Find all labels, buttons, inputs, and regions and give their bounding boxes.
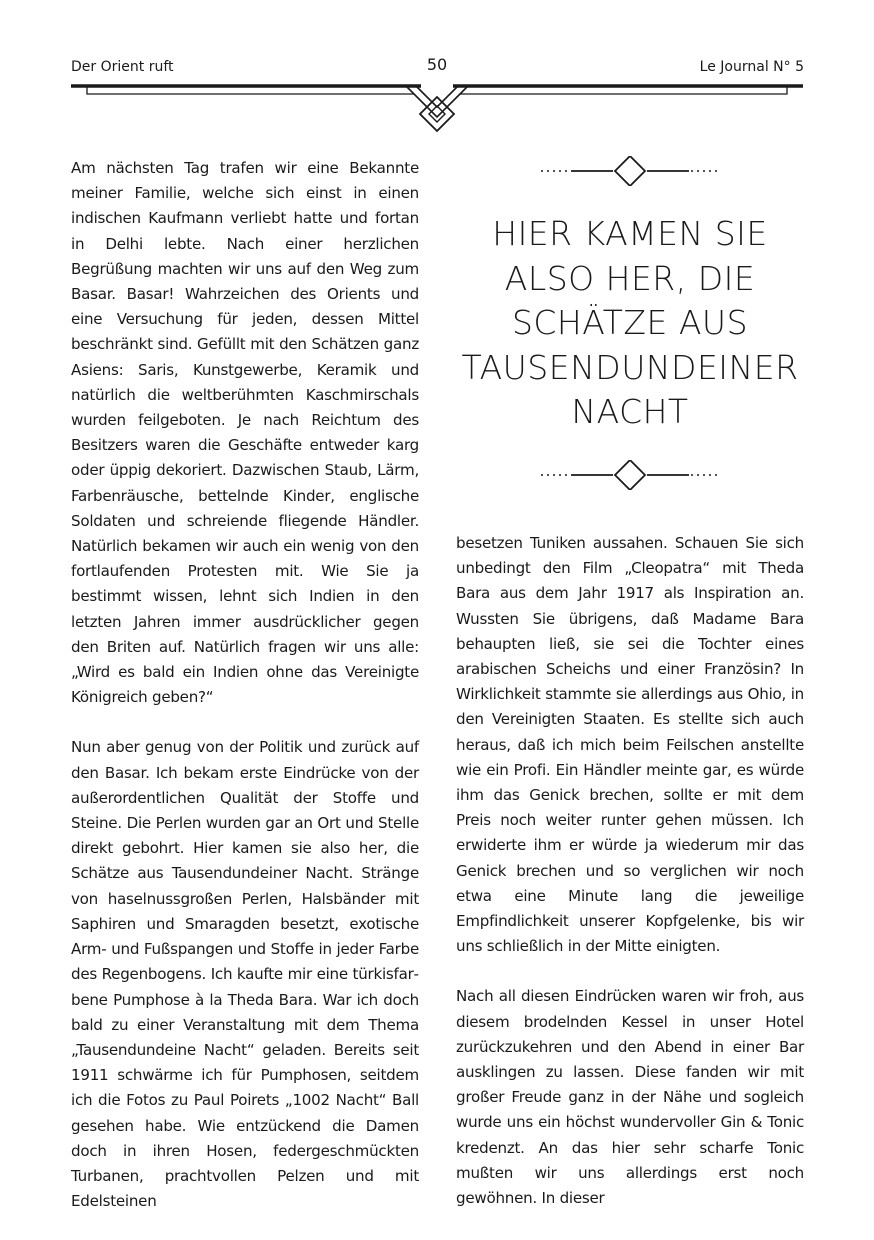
running-header-section-title: Der Orient ruft xyxy=(71,59,174,75)
diamond-divider-ornament xyxy=(456,460,804,490)
article-paragraph: Nach all diesen Eindrücken waren wir froh, aus diesem brodelnden Kessel in unser Hotel zurückzukehren und den Abend in einer Bar ausklingen zu lassen. Diese fanden wir mit großer Freude ganz in der Nähe und sogleich wurde uns ein höchst wundervoller Gin & Tonic kredenzt. An das hier sehr scharfe Tonic mußten wir uns allerdings erst noch gewöhnen. In dieser xyxy=(456,987,804,1208)
art-deco-header-ornament xyxy=(0,78,874,138)
running-header-journal-issue: Le Journal N° 5 xyxy=(699,59,804,75)
article-left-column xyxy=(71,156,419,1239)
pull-quote: HIER KAMEN SIE ALSO HER, DIE SCHÄTZE AUS TAUSENDUNDEINER NACHT xyxy=(461,214,799,431)
article-paragraph: besetzen Tuniken aussahen. Schauen Sie sich unbedingt den Film „Cleopatra“ mit Theda Bara aus dem Jahr 1917 als Inspiration an. Wussten Sie übrigens, daß Madame Bara behaupten ließ, sie sei die Tochter eines arabischen Scheichs und einer Französin? In Wirklichkeit stammte sie allerdings aus Ohio, in den Vereinigten Staaten. Es stellte sich auch heraus, daß ich mich beim Feilschen anstellte wie ein Profi. Ein Händler meinte gar, es würde ihm das Genick brechen, sollte er mit dem Preis noch weiter runter gehen müssen. Ich erwiderte ihm er würde ja wiederum mir das Genick brechen und so verglichen wir noch etwa eine Minute lang die jeweilige Empfindlichkeit unserer Kopfgelenke, bis wir uns schließlich in der Mitte einigten. xyxy=(456,534,804,956)
diamond-divider-ornament xyxy=(456,156,804,186)
page-number: 50 xyxy=(426,55,448,74)
article-paragraph: Am nächsten Tag trafen wir eine Bekannte meiner Familie, welche sich einst in einen indischen Kaufmann verliebt hatte und fortan in Delhi lebte. Nach einer herzlichen Begrüßung machten wir uns auf den Weg zum Basar. Basar! Wahrzeichen des Orients und eine Versuchung für jeden, dessen Mittel beschränkt sind. Gefüllt mit den Schätzen ganz Asiens: Saris, Kunstgewerbe, Keramik und natürlich die weltberühmten Kaschmirschals wurden feilgeboten. Je nach Reichtum des Besitzers waren die Geschäfte entweder karg oder üppig dekoriert. Dazwischen Staub, Lärm, Farbenräusche, bettelnde Kinder, englische Soldaten und schreiende fliegende Händler. Natürlich bekamen wir auch ein wenig von den fortlaufenden Protesten mit. Wie Sie ja bestimmt wissen, lehnt sich Indien in den letzten Jahren immer ausdrücklicher gegen den Briten auf. Natürlich fragen wir uns alle: „Wird es bald ein Indien ohne das Vereinigte Königreich geben?“ xyxy=(71,159,419,707)
article-paragraph: Nun aber genug von der Politik und zurück auf den Basar. Ich bekam erste Eindrücke von der außerordentlichen Qualität der Stoffe und Steine. Die Perlen wurden gar an Ort und Stelle direkt gebohrt. Hier kamen sie also her, die Schätze aus Tausendundeiner Nacht. Stränge von haselnussgroßen Perlen, Halsbänder mit Saphiren und Smaragden besetzt, exotische Arm- und Fußspangen und Stoffe in jeder Farbe des Regenbogens. Ich kaufte mir eine türkisfarbene Pumphose à la Theda Bara. War ich doch bald zu einer Veranstaltung mit dem Thema „Tausendundeine Nacht“ geladen. Bereits seit 1911 schwärme ich für Pumphosen, seitdem ich die Fotos zu Paul Poirets „1002 Nacht“ Ball gesehen habe. Wie entzückend die Damen doch in ihren Hosen, federgeschmückten Turbanen, prachtvollen Pelzen und mit Edelsteinen xyxy=(71,738,419,1211)
article-right-column xyxy=(456,531,804,1236)
